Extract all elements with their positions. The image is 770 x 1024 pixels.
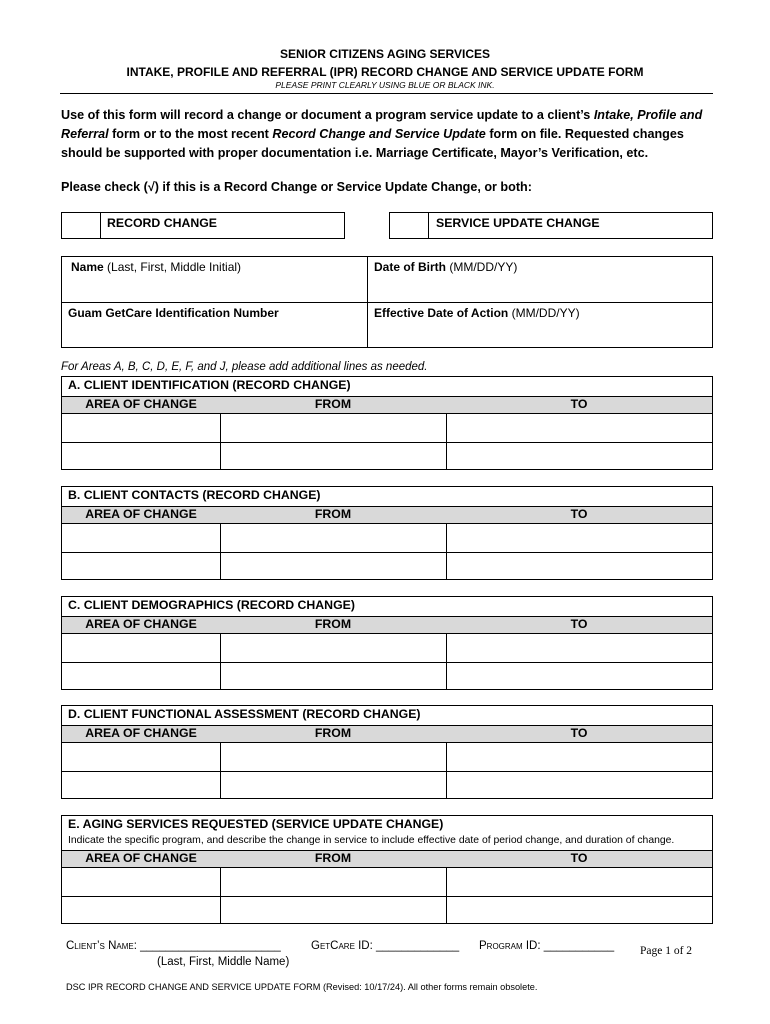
- form-title: INTAKE, PROFILE AND REFERRAL (IPR) RECORD CHANGE AND SERVICE UPDATE FORM: [126, 65, 644, 79]
- section-e-title: E. AGING SERVICES REQUESTED (SERVICE UPDATE CHANGE): [68, 817, 444, 831]
- areas-note: For Areas A, B, C, D, E, F, and J, please add additional lines as needed.: [61, 361, 428, 373]
- section-c-table: [61, 596, 713, 690]
- record-change-box[interactable]: [61, 212, 345, 239]
- effective-date-field[interactable]: Effective Date of Action (MM/DD/YY): [374, 306, 580, 320]
- service-update-label: SERVICE UPDATE CHANGE: [436, 216, 600, 230]
- col-to: TO: [570, 617, 588, 631]
- col-area-of-change: AREA OF CHANGE: [85, 726, 197, 740]
- footer-client-name: Client’s Name: ______________________: [66, 940, 281, 952]
- agency-title: SENIOR CITIZENS AGING SERVICES: [279, 47, 491, 61]
- dob-field[interactable]: Date of Birth (MM/DD/YY): [374, 260, 518, 274]
- ink-instruction: PLEASE PRINT CLEARLY USING BLUE OR BLACK INK.: [275, 80, 495, 90]
- footer-program-id: Program ID: ___________: [479, 940, 615, 952]
- col-from: FROM: [314, 507, 352, 521]
- section-d-table: [61, 705, 713, 799]
- section-a-table: [61, 376, 713, 470]
- col-to: TO: [570, 397, 588, 411]
- col-to: TO: [570, 726, 588, 740]
- col-from: FROM: [314, 851, 352, 865]
- section-b-title: B. CLIENT CONTACTS (RECORD CHANGE): [68, 488, 321, 502]
- col-area-of-change: AREA OF CHANGE: [85, 397, 197, 411]
- section-e-note: Indicate the specific program, and describe the change in service to include effective date of period change, and duration of change.: [68, 835, 675, 846]
- col-from: FROM: [314, 617, 352, 631]
- col-to: TO: [570, 507, 588, 521]
- header-rule: [60, 93, 713, 94]
- service-update-box[interactable]: [389, 212, 713, 239]
- col-to: TO: [570, 851, 588, 865]
- getcare-id-field[interactable]: Guam GetCare Identification Number: [68, 306, 279, 320]
- col-area-of-change: AREA OF CHANGE: [85, 617, 197, 631]
- page-number: Page 1 of 2: [640, 945, 693, 957]
- section-c-title: C. CLIENT DEMOGRAPHICS (RECORD CHANGE): [68, 598, 355, 612]
- col-area-of-change: AREA OF CHANGE: [85, 851, 197, 865]
- record-change-label: RECORD CHANGE: [107, 216, 217, 230]
- col-area-of-change: AREA OF CHANGE: [85, 507, 197, 521]
- col-from: FROM: [314, 397, 352, 411]
- check-prompt: Please check (√) if this is a Record Change or Service Update Change, or both:: [61, 180, 532, 194]
- section-b-table: [61, 486, 713, 580]
- revision-note: DSC IPR RECORD CHANGE AND SERVICE UPDATE FORM (Revised: 10/17/24). All other forms remain obsolete.: [66, 982, 538, 992]
- client-info-table: [61, 256, 713, 348]
- name-field[interactable]: Name (Last, First, Middle Initial): [71, 260, 242, 274]
- section-e-table: [61, 815, 713, 924]
- section-a-title: A. CLIENT IDENTIFICATION (RECORD CHANGE): [68, 378, 351, 392]
- intro-paragraph: Use of this form will record a change or document a program service update to a client’s Intake, Profile and Referral form or to the most recent Record Change and Service Update form on file. Requested changes should be supported with proper documentation i.e. Marriage Certificate, Mayor’s Verification, etc.: [61, 108, 703, 160]
- footer-name-hint: (Last, First, Middle Name): [157, 956, 290, 968]
- section-d-title: D. CLIENT FUNCTIONAL ASSESSMENT (RECORD CHANGE): [68, 707, 421, 721]
- footer-getcare-id: GetCare ID: _____________: [311, 940, 460, 952]
- col-from: FROM: [314, 726, 352, 740]
